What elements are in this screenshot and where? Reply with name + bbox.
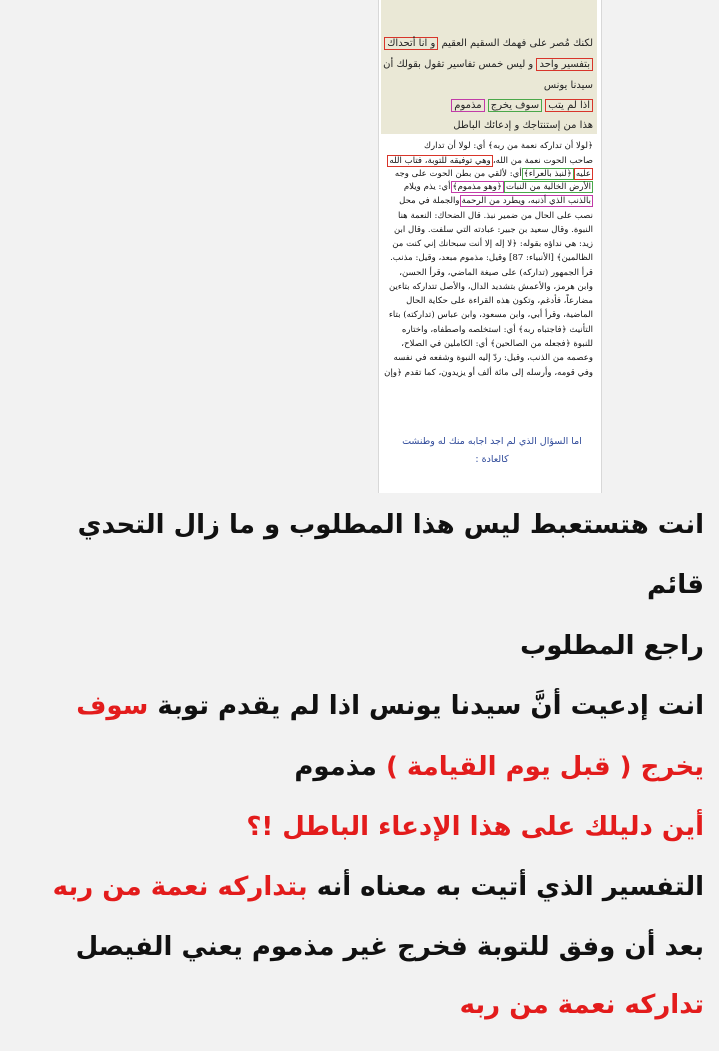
quoted-challenge (381, 0, 597, 134)
tafsir-line (402, 324, 593, 337)
tafsir-line (406, 295, 593, 308)
post-line-8: بعد أن وفق للتوبة فخرج غير مذموم يعني الفيصل (75, 932, 704, 962)
post-line-5 (14, 752, 704, 782)
tafsir-text: للنبوة ﴿فجعله من الصالحين﴾ أي: الكاملين في الصلاح، (401, 339, 593, 349)
tafsir-text: الظالمين﴾ [الأنبياء: 87] وقيل: مذموم مبعد، وقيل: مذنب. (390, 253, 593, 263)
highlight-box-purple: ﴿وهو مذموم﴾ (452, 182, 502, 192)
tafsir-text: أي: يذم ويلام (403, 182, 451, 192)
highlight-box-red: وهي توفيقه للتوبة، فتاب الله (389, 156, 491, 166)
tafsir-text: النبوة. وقال سعيد بن جبير: عبادته التي سلفت. وقال ابن (393, 225, 593, 235)
highlight-box-green: ﴿لنبذ بالعراء﴾ (523, 169, 572, 179)
tafsir-text: قرأ الجمهور (تداركه) على صيغة الماضي، وقرأ الحسن، (399, 268, 593, 278)
question-line-2: كالعادة : (475, 454, 509, 465)
post-highlight: سوف (76, 691, 149, 721)
tafsir-excerpt (381, 136, 597, 386)
tafsir-line (398, 210, 593, 223)
quote-line-1 (384, 36, 593, 52)
post-highlight: يخرج ( قبل يوم القيامة ) (385, 752, 704, 782)
highlight-box-purple: بالذنب الذي أذنبه، ويطرد من الرحمة (461, 196, 591, 206)
tafsir-line (392, 238, 593, 251)
post-text: انت إدعيت أنَّ سيدنا يونس اذا لم يقدم توبة (157, 691, 704, 721)
post-line-4 (14, 691, 704, 721)
tafsir-text: وفي قومه، وأرسله إلى مائة ألف أو يزيدون، كما تقدم ﴿وإن (384, 368, 593, 378)
tafsir-text: التأنيث ﴿فاجتباه ربه﴾ أي: استخلصه واصطفاه، واختاره (401, 325, 593, 335)
quote-line-5 (453, 118, 593, 134)
quote-line-4 (451, 98, 593, 114)
tafsir-line (394, 352, 593, 365)
tafsir-text: نصب على الحال من ضمير نبذ. قال الضحاك: النعمة هنا (397, 211, 593, 221)
tafsir-line (390, 252, 593, 265)
tafsir-line (384, 367, 593, 380)
embedded-screenshot (378, 0, 602, 493)
highlight-box-green: الأرض الخالية من النبات (505, 182, 591, 192)
tafsir-text: وابن هرمز، والأعمش بتشديد الدال، والأصل تتداركه بتاءين (388, 282, 593, 292)
quote-line-2 (383, 57, 593, 73)
tafsir-text: أي: لألقي من بطن الحوت على وجه (394, 169, 522, 179)
tafsir-line (389, 281, 593, 294)
post-line-6: أين دليلك على هذا الإدعاء الباطل !؟ (246, 812, 704, 842)
quote-text: هذا من إستنتاجك و إدعائك الباطل (453, 120, 593, 131)
highlight-box-red: بتفسير واحد (536, 58, 593, 71)
tafsir-line (424, 140, 593, 153)
tafsir-text: الماضية، وقرأ أبي، وابن مسعود، وابن عباس (تداركته) بتاء (388, 310, 593, 320)
tafsir-text: صاحب الحوت نعمة من الله، (492, 156, 593, 166)
post-line-1: انت هتستعبط ليس هذا المطلوب و ما زال التحدي (77, 510, 704, 540)
tafsir-line (399, 267, 593, 280)
tafsir-text: زيد: هي نداؤه بقوله: ﴿لا إله إلا أنت سبحانك إني كنت من (392, 239, 593, 249)
post-text: التفسير الذي أتيت به معناه أنه (316, 872, 704, 902)
quote-line-3 (544, 78, 593, 94)
highlight-box-red: و انا أتحداك (384, 37, 438, 50)
post-highlight: بتداركه نعمة من ربه (52, 872, 308, 902)
tafsir-text: ﴿لولا أن تداركه نعمة من ربه﴾ أي: لولا أن تدارك (423, 141, 593, 151)
question-line-1: اما السؤال الذي لم اجد اجابه منك له وطنشت (402, 436, 582, 447)
tafsir-line (395, 168, 593, 181)
tafsir-text: وعصمه من الذنب، وقيل: ردّ إليه النبوة وشفعه في نفسه (393, 353, 593, 363)
highlight-box-red: اذا لم يتب (545, 99, 593, 112)
tafsir-line (404, 181, 593, 194)
tafsir-text: والجملة في محل (399, 196, 460, 206)
post-text: مذموم (294, 752, 377, 782)
tafsir-line (389, 309, 593, 322)
tafsir-line (387, 155, 593, 168)
highlight-box-purple: مذموم (451, 99, 484, 112)
tafsir-line (394, 224, 593, 237)
post-line-3: راجع المطلوب (520, 631, 704, 661)
highlight-box-green: سوف يخرج (488, 99, 542, 112)
post-line-9: تداركه نعمة من ربه (459, 990, 704, 1020)
post-line-2: قائم (647, 570, 704, 600)
quote-text: لكنك مُصر على فهمك السقيم العقيم (441, 38, 593, 49)
highlight-box-red: عليه (575, 169, 591, 179)
tafsir-text: مضارعاً، فأدغم، وتكون هذه القراءة على حكاية الحال (406, 296, 593, 306)
quote-text: سيدنا يونس (543, 80, 593, 91)
post-line-7 (14, 872, 704, 902)
tafsir-line (399, 195, 593, 208)
tafsir-line (401, 338, 593, 351)
quote-text: و ليس خمس تفاسير تقول بقولك أن (383, 59, 534, 70)
